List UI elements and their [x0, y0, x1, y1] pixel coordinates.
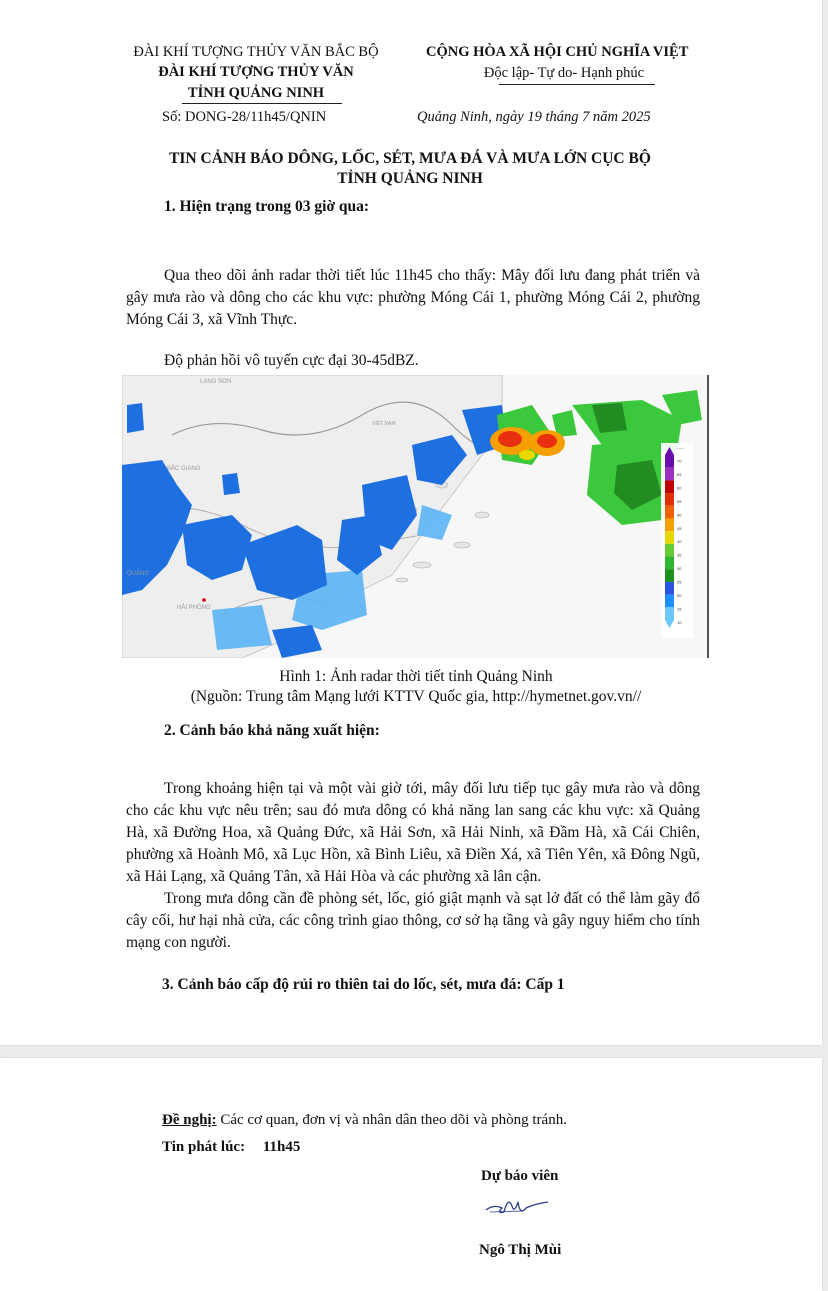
map-label-bac-giang: BẮC GIANG: [167, 466, 201, 472]
map-label-viet-nam: VIỆT NAM: [372, 421, 396, 427]
section-3-heading: 3. Cảnh báo cấp độ rủi ro thiên tai do lốc, sét, mưa đá: Cấp 1: [162, 976, 565, 993]
section-2-heading: 2. Cảnh báo khả năng xuất hiện:: [164, 722, 380, 739]
legend-swatch: [665, 518, 674, 531]
legend-tick-label: 50: [677, 512, 682, 518]
current-status-text: Qua theo dõi ảnh radar thời tiết lúc 11h45 cho thấy: Mây đối lưu đang phát triển và gây mưa rào và dông cho các khu vực: phường Móng Cái 1, phường Móng Cái 2, phường Móng Cái 3, xã Vĩnh Thực.: [126, 267, 700, 328]
issued-label: Tin phát lúc:: [162, 1139, 246, 1155]
legend-swatch: [665, 455, 674, 468]
agency-name: ĐÀI KHÍ TƯỢNG THỦY VĂN: [158, 64, 354, 80]
reflectivity-text: Độ phản hồi vô tuyến cực đại 30-45dBZ.: [164, 352, 419, 369]
legend-tick-label: 40: [677, 539, 682, 545]
precaution-paragraph: Trong mưa dông cần đề phòng sét, lốc, gió giật mạnh và sạt lở đất có thể làm gãy đổ cây cối, hư hại nhà cửa, các công trình giao thông, cơ sở hạ tầng và gây nguy hiểm cho tính mạng con người.: [126, 890, 700, 951]
legend-swatch: [665, 531, 674, 544]
section-1-heading: 1. Hiện trạng trong 03 giờ qua:: [164, 198, 370, 215]
forecaster-signature: [482, 1190, 552, 1220]
legend-tick-label: 25: [677, 579, 682, 585]
legend-swatch: [665, 595, 674, 608]
legend-tick-label: 55: [677, 498, 682, 504]
legend-tick-label: 10: [677, 620, 682, 625]
header-left-underline: [182, 103, 342, 104]
forecast-paragraph: Trong khoảng hiện tại và một vài giờ tới, mây đối lưu tiếp tục gây mưa rào và dông cho các khu vực nêu trên; sau đó mưa dông có khả năng lan sang các khu vực: xã Quảng Hà, xã Đường Hoa, xã Quảng Đức, xã Hải Sơn, xã Hải Ninh, xã Đầm Hà, xã Cái Chiên, phường xã Hoành Mô, xã Lục Hồn, xã Bình Liêu, xã Điền Xá, xã Tiên Yên, xã Đông Ngũ, xã Hải Lạng, xã Quảng Tân, xã Hải Hòa và các phường xã lân cận.: [126, 780, 700, 885]
legend-swatch: [665, 506, 674, 519]
legend-tick-label: 15: [677, 606, 682, 612]
section-2-body: [126, 778, 700, 954]
legend-tick-label: 35: [677, 552, 682, 558]
map-label-lang-son: LẠNG SƠN: [200, 379, 232, 385]
legend-tick-label: 60: [677, 485, 682, 491]
legend-tick-label: 65: [677, 471, 682, 477]
legend-swatch: [665, 468, 674, 481]
figure-source: (Nguồn: Trung tâm Mạng lưới KTTV Quốc gia, http://hymetnet.gov.vn//: [190, 688, 642, 705]
radar-color-legend: [661, 443, 693, 638]
recommendation-text: Các cơ quan, đơn vị và nhân dân theo dõi và phòng tránh.: [216, 1112, 567, 1128]
recommendation-label: Đề nghị:: [162, 1112, 217, 1128]
legend-tick-label: -----: [677, 445, 684, 450]
national-motto: Độc lập- Tự do- Hạnh phúc: [483, 65, 645, 81]
forecaster-title: Dự báo viên: [481, 1168, 559, 1184]
legend-swatch: [665, 493, 674, 506]
map-label-hai-phong: HẢI PHÒNG: [177, 605, 211, 611]
legend-tick-label: 20: [677, 593, 682, 599]
radar-map-image: [122, 375, 710, 658]
document-subtitle: TỈNH QUẢNG NINH: [337, 170, 483, 187]
agency-parent: ĐÀI KHÍ TƯỢNG THỦY VĂN BẮC BỘ: [133, 44, 379, 60]
forecaster-name: Ngô Thị Mùi: [479, 1242, 562, 1258]
legend-tick-label: 45: [677, 525, 682, 531]
date-place: Quảng Ninh, ngày 19 tháng 7 năm 2025: [417, 109, 651, 125]
map-label-quang: QUẢNG: [127, 571, 150, 577]
legend-swatch: [665, 480, 674, 493]
issued-time-line: [162, 1139, 300, 1156]
city-marker: [202, 598, 206, 602]
section-1-paragraph: [126, 265, 700, 331]
legend-swatch: [665, 582, 674, 595]
legend-swatch: [665, 607, 674, 620]
legend-swatch: [665, 544, 674, 557]
legend-swatch: [665, 569, 674, 582]
issued-time: 11h45: [262, 1139, 301, 1155]
legend-tick-label: 70: [677, 458, 682, 464]
motto-underline: [499, 84, 655, 85]
document-number: Số: DONG-28/11h45/QNIN: [162, 109, 327, 125]
legend-tick-label: 30: [677, 566, 682, 572]
document-title: TIN CẢNH BÁO DÔNG, LỐC, SÉT, MƯA ĐÁ VÀ MƯA LỚN CỤC BỘ: [169, 150, 651, 167]
recommendation-line: [162, 1112, 567, 1129]
figure-caption: Hình 1: Ảnh radar thời tiết tỉnh Quảng Ninh: [279, 668, 553, 685]
document-page-2: [0, 1058, 822, 1291]
agency-province: TỈNH QUẢNG NINH: [187, 85, 325, 101]
legend-swatch: [665, 557, 674, 570]
national-title: CỘNG HÒA XÃ HỘI CHỦ NGHĨA VIỆT: [426, 44, 689, 60]
